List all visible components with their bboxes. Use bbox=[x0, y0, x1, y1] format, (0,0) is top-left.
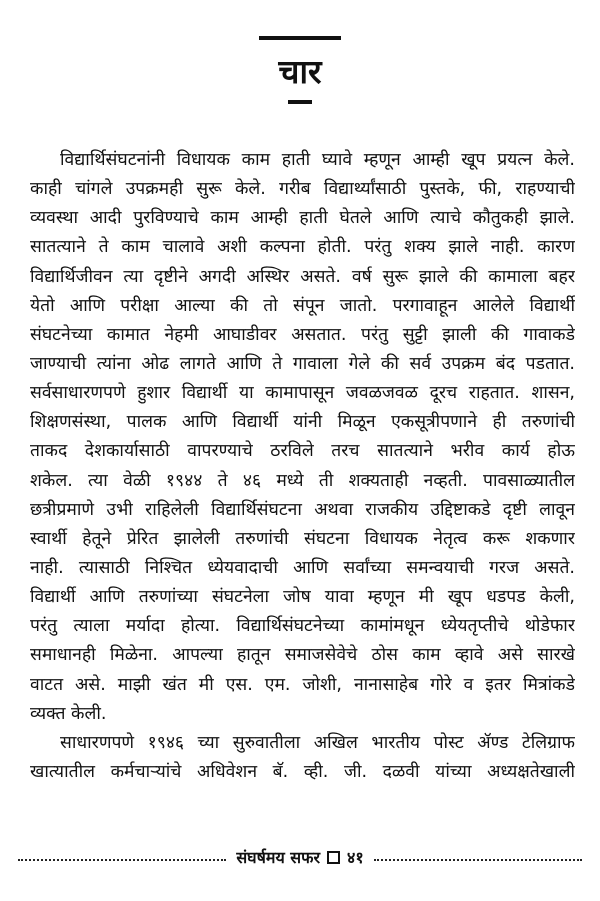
page-footer bbox=[18, 845, 582, 869]
paragraph-line: परंतु त्याला मर्यादा होत्या. विद्यार्थिसंघटनेच्या कामांमधून ध्येयतृप्तीचे थोडेफार bbox=[30, 616, 575, 637]
paragraph-line: खात्यातील कर्मचाऱ्यांचे अधिवेशन बॅ. व्ही. जी. दळवी यांच्या अध्यक्षतेखाली bbox=[30, 761, 575, 782]
title-top-rule bbox=[259, 36, 341, 40]
paragraph-line: साधारणपणे १९४६ च्या सुरुवातीला अखिल भारतीय पोस्ट ॲण्ड टेलिग्राफ bbox=[60, 732, 575, 753]
paragraph-line: ताकद देशकार्यासाठी वापरण्याचे ठरविले तरच सातत्याने भरीव कार्य होऊ bbox=[30, 441, 575, 462]
footer-page-number: ४१ bbox=[347, 848, 364, 867]
paragraph-line: शिक्षणसंस्था, पालक आणि विद्यार्थी यांनी मिळून एकसूत्रीपणाने ही तरुणांची bbox=[30, 412, 575, 433]
paragraph-line: जाण्याची त्यांना ओढ लागते आणि ते गावाला गेले की सर्व उपक्रम बंद पडतात. bbox=[30, 353, 575, 374]
footer-dotted-leader-left bbox=[18, 859, 226, 861]
paragraph-line: वाटत असे. माझी खंत मी एस. एम. जोशी, नानासाहेब गोरे व इतर मित्रांकडे bbox=[30, 674, 575, 695]
paragraph-line: सर्वसाधारणपणे हुशार विद्यार्थी या कामापासून जवळजवळ दूरच राहतात. शासन, bbox=[30, 383, 575, 404]
paragraph-line: समाधानही मिळेना. आपल्या हातून समाजसेवेचे ठोस काम व्हावे असे सारखे bbox=[30, 645, 575, 666]
chapter-title: चार bbox=[278, 52, 322, 91]
title-bottom-rule bbox=[288, 100, 312, 104]
paragraph-line: स्वार्थी हेतूने प्रेरित झालेली तरुणांची संघटना विधायक नेतृत्व करू शकणार bbox=[30, 528, 575, 549]
paragraph-line: छत्रीप्रमाणे उभी राहिलेली विद्यार्थिसंघटना अथवा राजकीय उद्दिष्टाकडे दृष्टी लावून bbox=[30, 499, 575, 520]
footer-dotted-leader-right bbox=[374, 859, 582, 861]
footer-label bbox=[226, 846, 373, 868]
chapter-body bbox=[30, 146, 575, 787]
paragraph-line: विद्यार्थिसंघटनांनी विधायक काम हाती घ्यावे म्हणून आम्ही खूप प्रयत्न केले. bbox=[60, 150, 575, 170]
paragraph-line: येतो आणि परीक्षा आल्या की तो संपून जातो. परगावाहून आलेले विद्यार्थी bbox=[30, 295, 575, 316]
paragraph-line: नाही. त्यासाठी निश्चित ध्येयवादाची आणि सर्वांच्या समन्वयाची गरज असते. bbox=[30, 557, 575, 578]
paragraph-line: व्यक्त केली. bbox=[30, 703, 107, 724]
paragraph-line: संघटनेच्या कामात नेहमी आघाडीवर असतात. परंतु सुट्टी झाली की गावाकडे bbox=[30, 324, 575, 345]
paragraph-line: व्यवस्था आदी पुरविण्याचे काम आम्ही हाती घेतले आणि त्याचे कौतुकही झाले. bbox=[30, 208, 575, 229]
paragraph-line: काही चांगले उपक्रमही सुरू केले. गरीब विद्यार्थ्यांसाठी पुस्तके, फी, राहण्याची bbox=[30, 179, 575, 200]
paragraph-line: विद्यार्थी आणि तरुणांच्या संघटनेला जोष यावा म्हणून मी खूप धडपड केली, bbox=[30, 587, 575, 608]
paragraph-line: विद्यार्थिजीवन त्या दृष्टीने अगदी अस्थिर असते. वर्ष सुरू झाले की कामाला बहर bbox=[30, 266, 575, 287]
footer-book-title: संघर्षमय सफर bbox=[236, 848, 320, 867]
square-icon bbox=[327, 851, 340, 864]
paragraph-line: शकेल. त्या वेळी १९४४ ते ४६ मध्ये ती शक्यताही नव्हती. पावसाळ्यातील bbox=[30, 470, 575, 491]
paragraph-line: सातत्याने ते काम चालावे अशी कल्पना होती. परंतु शक्य झाले नाही. कारण bbox=[30, 237, 575, 258]
